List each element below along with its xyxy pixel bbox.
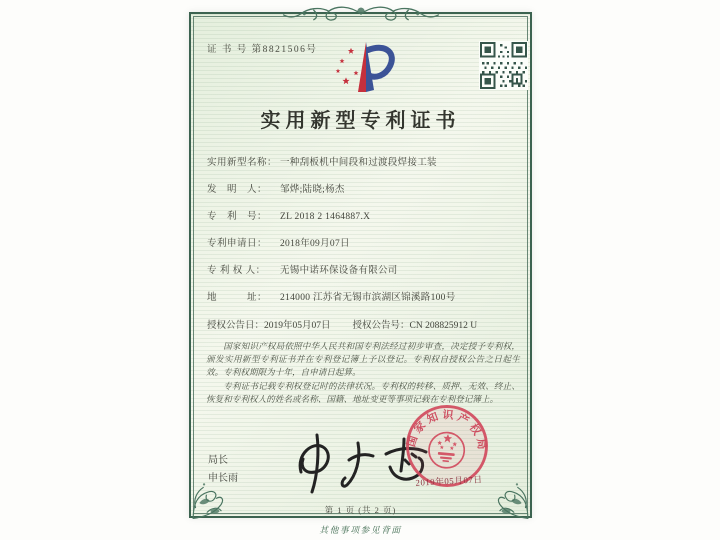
- field-filing-date: [207, 231, 519, 258]
- back-side-note: 其他事项参见背面: [319, 525, 402, 535]
- patent-certificate: [189, 12, 532, 518]
- commissioner-title: 局长: [208, 455, 228, 466]
- commissioner-name: 申长雨: [208, 473, 238, 484]
- grant-number: [353, 313, 478, 340]
- field-value: ZL 2018 2 1464887.X: [280, 212, 371, 222]
- field-value: 214000 江苏省无锡市滨湖区锦溪路100号: [280, 293, 456, 303]
- grant-date-value: 2019年05月07日: [264, 321, 331, 331]
- field-value: 邹烨;陆晓;杨杰: [280, 185, 345, 195]
- floral-ornament-top: [276, 2, 446, 26]
- grant-row: [207, 313, 519, 340]
- field-value: 2018年09月07日: [280, 239, 350, 249]
- field-patent-number: [207, 204, 519, 231]
- field-label: 实用新型名称：: [207, 158, 278, 168]
- field-utility-model-name: [207, 150, 519, 177]
- field-list: [207, 150, 519, 312]
- grant-date-label: 授权公告日：: [207, 321, 265, 331]
- field-label: 专利申请日：: [207, 239, 268, 249]
- field-address: [207, 285, 519, 312]
- field-label: 专 利 号：: [207, 212, 268, 222]
- cnipa-patent-logo: [327, 38, 401, 98]
- seal-text: 国家知识产权局: [405, 409, 489, 454]
- page-indicator: 第 1 页 (共 2 页): [324, 505, 397, 515]
- seal-date: 2019年05月07日: [415, 474, 483, 488]
- field-label: 专 利 权 人：: [207, 266, 266, 276]
- legal-paragraph-2: 专利证书记载专利权登记时的法律状况。专利权的转移、质押、无效、终止、恢复和专利权人的姓名或名称、国籍、地址变更等事项记载在专利登记簿上。: [206, 380, 520, 404]
- certificate-number: 证 书 号 第8821506号: [207, 45, 318, 55]
- grant-number-label: 授权公告号：: [352, 321, 410, 331]
- field-value: 一种刮板机中间段和过渡段焊接工装: [280, 158, 437, 168]
- field-patentee: [207, 258, 519, 285]
- field-label: 地 址：: [207, 293, 268, 303]
- field-inventors: [207, 177, 519, 204]
- signature-block: [208, 452, 238, 488]
- qr-code: [479, 41, 528, 90]
- certificate-title: 实用新型专利证书: [260, 110, 461, 132]
- grant-date: [207, 313, 331, 340]
- legal-paragraph-1: 国家知识产权局依照中华人民共和国专利法经过初步审查，决定授予专利权，颁发实用新型专利证书并在专利登记簿上予以登记。专利权自授权公告之日起生效。专利权期限为十年，自申请日起算。: [206, 341, 520, 378]
- grant-number-value: CN 208825912 U: [409, 321, 478, 331]
- field-label: 发 明 人：: [207, 185, 268, 195]
- legal-text: [206, 340, 520, 406]
- field-value: 无锡中诺环保设备有限公司: [280, 266, 398, 276]
